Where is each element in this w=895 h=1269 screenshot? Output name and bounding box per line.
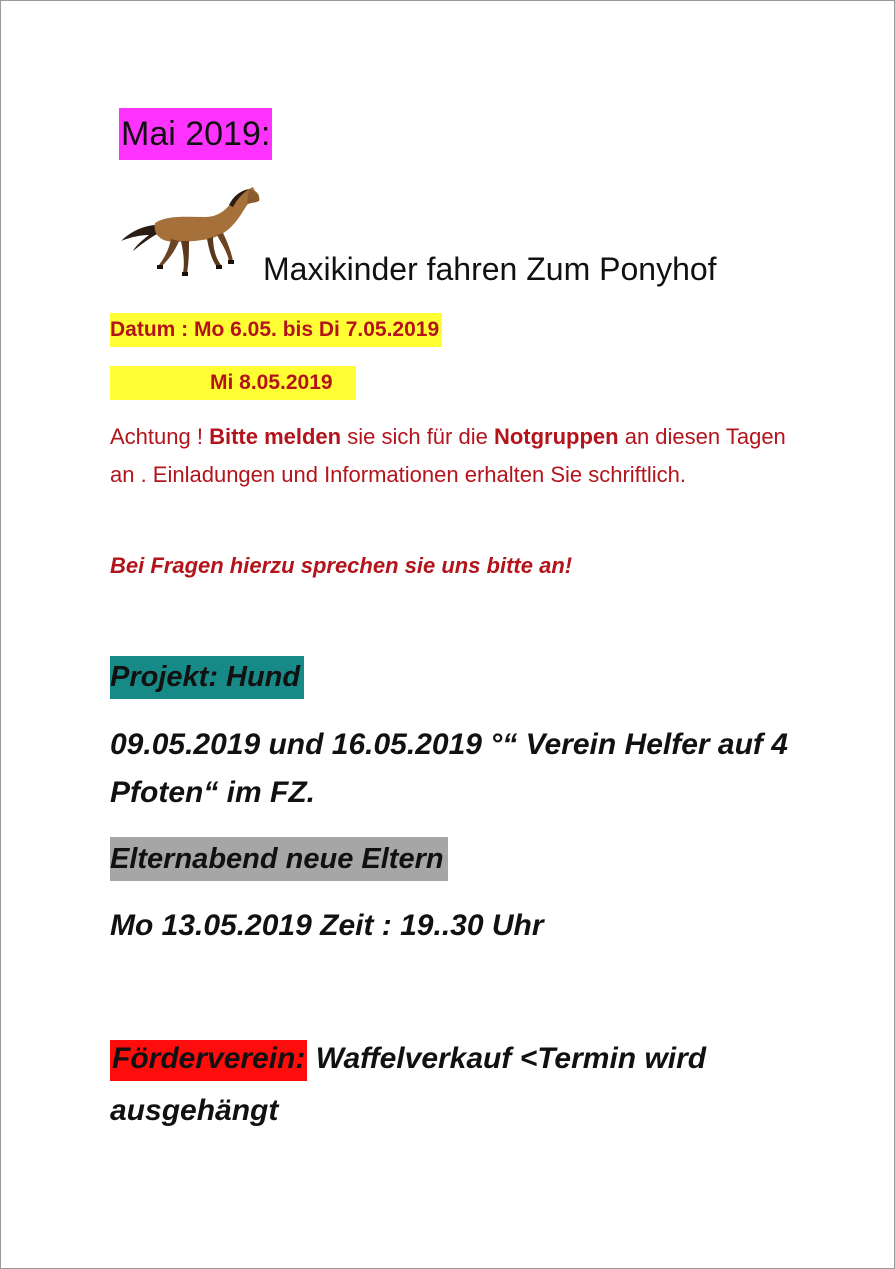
support-association-label: Förderverein: — [110, 1040, 307, 1081]
horse-icon — [117, 181, 263, 279]
note-text: an diesen Tagen an . Einladungen und Informationen erhalten Sie schriftlich. — [110, 424, 786, 487]
note-bold-register: Bitte melden — [209, 424, 342, 449]
project-heading: Projekt: Hund — [110, 656, 304, 699]
support-association-entry — [110, 1033, 810, 1137]
note-text: Achtung ! — [110, 424, 210, 449]
pony-event-note — [110, 418, 810, 494]
parents-evening-heading: Elternabend neue Eltern — [110, 837, 448, 881]
pony-event-question: Bei Fragen hierzu sprechen sie uns bitte an! — [110, 553, 573, 578]
month-heading: Mai 2019: — [119, 108, 272, 160]
project-details: 09.05.2019 und 16.05.2019 °“ Verein Helfer auf 4 Pfoten“ im FZ. — [110, 728, 788, 809]
pony-event-date-range: Datum : Mo 6.05. bis Di 7.05.2019 — [110, 313, 442, 347]
parents-evening-datetime: Mo 13.05.2019 Zeit : 19..30 Uhr — [110, 909, 544, 942]
note-bold-emergency-groups: Notgruppen — [493, 424, 619, 449]
support-association-text: Waffelverkauf <Termin wird ausgehängt — [110, 1042, 707, 1127]
pony-event-title: Maxikinder fahren Zum Ponyhof — [263, 251, 717, 287]
pony-event-extra-date — [110, 366, 356, 400]
note-text: sie sich für die — [341, 424, 494, 449]
extra-date-text: Mi 8.05.2019 — [210, 371, 333, 394]
